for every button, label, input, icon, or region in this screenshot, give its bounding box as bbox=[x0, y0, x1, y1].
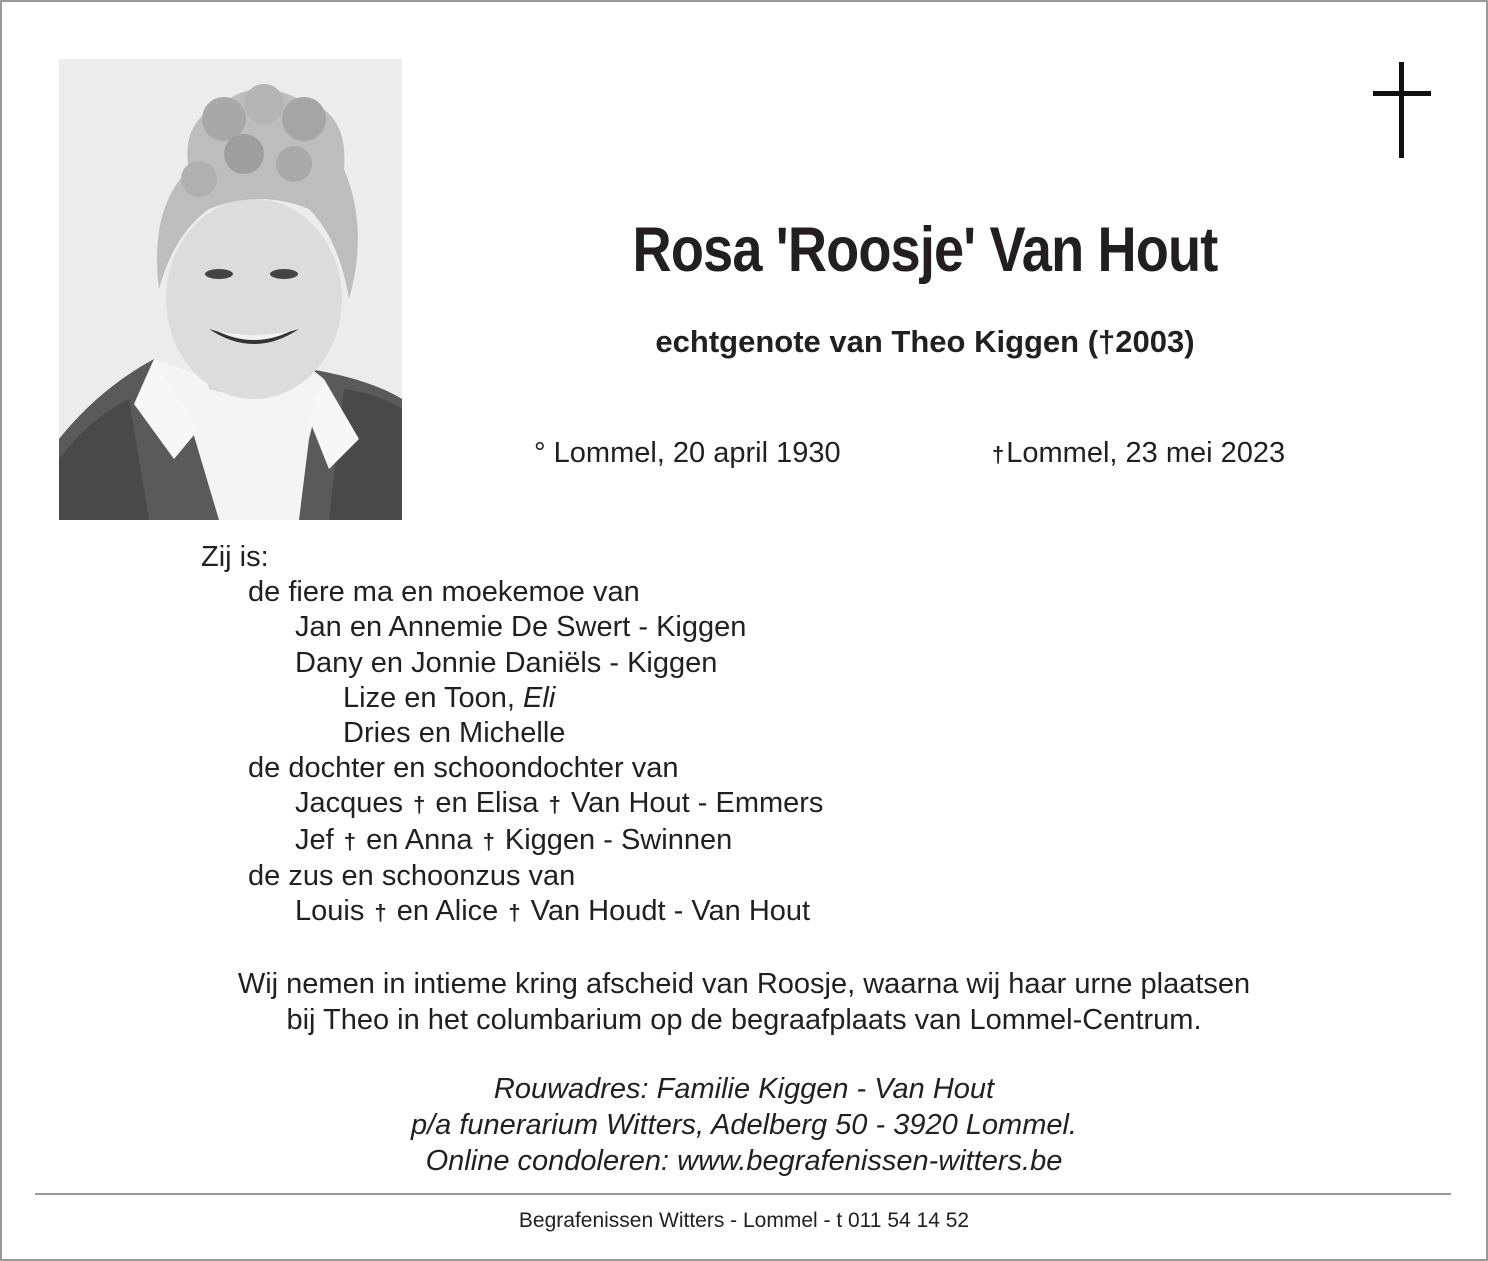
dagger-icon: † bbox=[508, 900, 521, 926]
parents-heading: de dochter en schoondochter van bbox=[248, 752, 679, 785]
siblings-line bbox=[201, 894, 823, 930]
address-line: Rouwadres: Familie Kiggen - Van Hout bbox=[493, 1073, 995, 1105]
dagger-icon: † bbox=[482, 828, 495, 854]
child-line: Jan en Annemie De Swert - Kiggen bbox=[295, 611, 747, 644]
dagger-icon: † bbox=[992, 442, 1005, 467]
parent-name: en Anna bbox=[366, 823, 473, 856]
grandchild-line bbox=[201, 681, 823, 716]
condolence-line: Online condoleren: www.begrafenissen-witters.be bbox=[425, 1145, 1063, 1177]
divider bbox=[35, 1193, 1451, 1195]
deceased-name: Rosa 'Roosje' Van Hout bbox=[632, 215, 1218, 285]
grandchild-line: Dries en Michelle bbox=[343, 717, 566, 750]
parent-name: Jef bbox=[295, 823, 334, 856]
great-grandchild-name: Eli bbox=[523, 681, 556, 714]
farewell-line: bij Theo in het columbarium op de begraafplaats van Lommel-Centrum. bbox=[286, 1004, 1202, 1036]
children-heading: de fiere ma en moekemoe van bbox=[248, 576, 640, 609]
farewell-text bbox=[100, 966, 1388, 1038]
parents-line bbox=[201, 786, 823, 822]
family-intro: Zij is: bbox=[201, 541, 269, 573]
death-date-text: Lommel, 23 mei 2023 bbox=[1006, 437, 1286, 469]
parent-name: en Elisa bbox=[435, 787, 539, 820]
spouse-line: echtgenote van Theo Kiggen (†2003) bbox=[655, 324, 1195, 359]
cross-icon bbox=[1373, 62, 1431, 158]
sibling-name: en Alice bbox=[396, 895, 499, 928]
address-line: p/a funerarium Witters, Adelberg 50 - 3920 Lommel. bbox=[411, 1109, 1077, 1141]
parent-name: Jacques bbox=[295, 787, 404, 820]
siblings-heading: de zus en schoonzus van bbox=[248, 859, 576, 892]
footer-text: Begrafenissen Witters - Lommel - t 011 54 14 52 bbox=[518, 1209, 970, 1232]
parents-line bbox=[201, 823, 823, 859]
family-list bbox=[201, 540, 823, 930]
death-date bbox=[990, 434, 1285, 474]
child-line: Dany en Jonnie Daniëls - Kiggen bbox=[295, 646, 718, 679]
sibling-name: Louis bbox=[295, 895, 365, 928]
parent-surname: Van Hout - Emmers bbox=[570, 787, 824, 820]
dagger-icon: † bbox=[548, 792, 561, 818]
dagger-icon: † bbox=[374, 900, 387, 926]
birth-date: ° Lommel, 20 april 1930 bbox=[534, 437, 841, 469]
mourning-address bbox=[100, 1071, 1388, 1179]
grandchild-names: Lize en Toon, bbox=[343, 681, 524, 714]
parent-surname: Kiggen - Swinnen bbox=[504, 823, 733, 856]
dagger-icon: † bbox=[343, 828, 356, 854]
portrait-photo bbox=[59, 59, 402, 520]
farewell-line: Wij nemen in intieme kring afscheid van Roosje, waarna wij haar urne plaatsen bbox=[237, 968, 1251, 1000]
portrait-image bbox=[59, 59, 402, 520]
dagger-icon: † bbox=[413, 792, 426, 818]
sibling-surname: Van Houdt - Van Hout bbox=[530, 895, 811, 928]
